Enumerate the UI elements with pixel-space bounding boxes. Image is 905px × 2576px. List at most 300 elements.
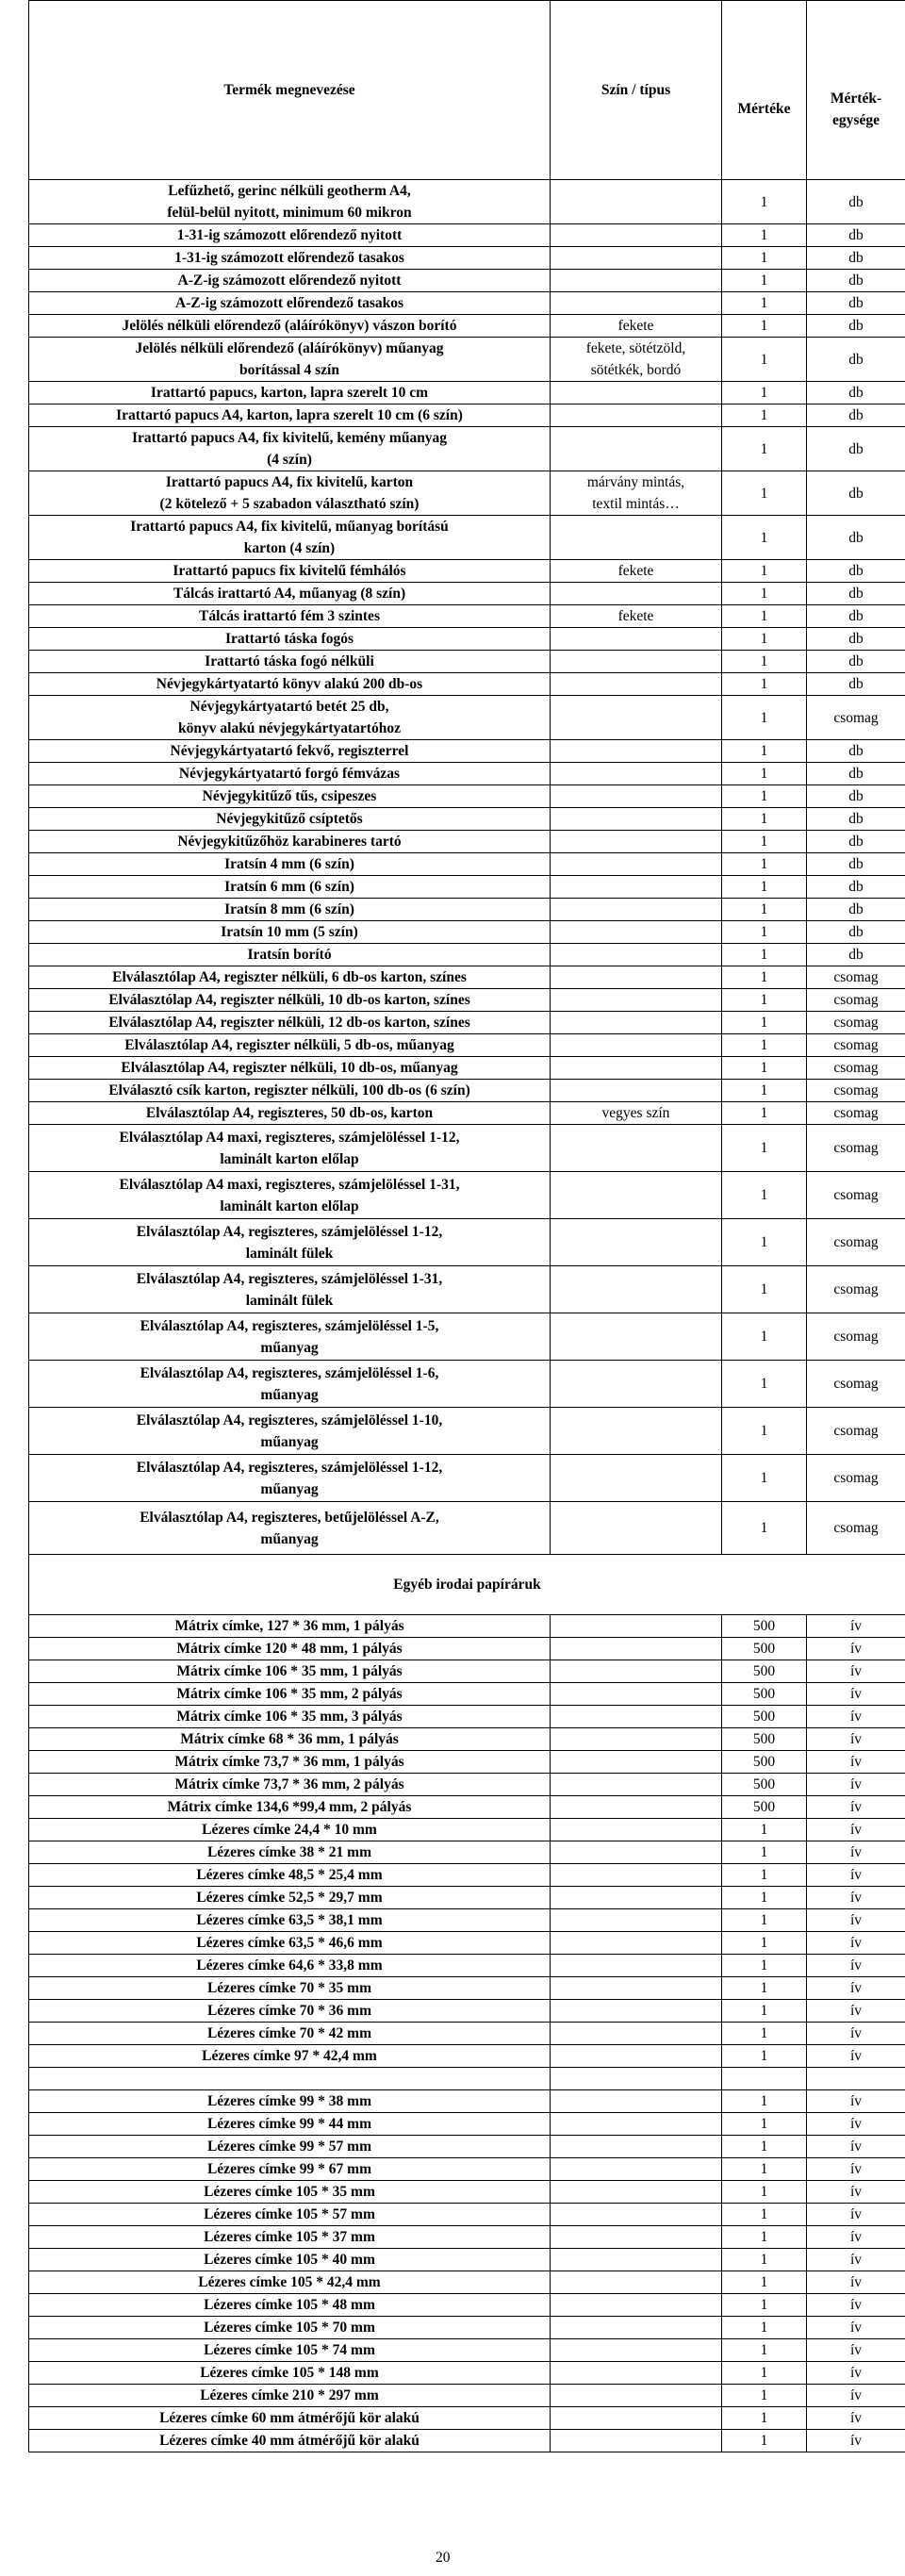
product-name-cell: Irattartó papucs fix kivitelű fémhálós [29,560,551,583]
unit-cell: csomag [807,1266,905,1313]
color-type-cell [551,2023,722,2045]
product-name-cell: Mátrix címke 73,7 * 36 mm, 1 pályás [29,1751,551,1774]
product-name-cell: Névjegykitűző tűs, csipeszes [29,785,551,808]
product-name-cell: Mátrix címke 106 * 35 mm, 1 pályás [29,1660,551,1683]
color-type-cell [551,1841,722,1864]
unit-cell: ív [807,1615,905,1638]
unit-cell: db [807,224,905,247]
color-type-cell: fekete, sötétzöld, sötétkék, bordó [551,338,722,382]
quantity-cell: 1 [722,899,807,921]
product-name-cell: Tálcás irattartó A4, műanyag (8 szín) [29,583,551,605]
color-type-cell [551,2158,722,2181]
unit-cell: db [807,876,905,899]
color-type-cell [551,2113,722,2136]
color-type-cell [551,2249,722,2271]
quantity-cell: 1 [722,405,807,427]
quantity-cell: 1 [722,2136,807,2158]
table-row [29,628,905,651]
unit-cell: csomag [807,696,905,740]
table-row [29,1172,905,1219]
product-table [28,0,905,2452]
table-row [29,247,905,270]
product-name-cell: Lézeres címke 38 * 21 mm [29,1841,551,1864]
product-name-cell: Irattartó táska fogó nélküli [29,651,551,673]
color-type-cell [551,1909,722,1932]
unit-cell: ív [807,2249,905,2271]
product-name-cell: Lézeres címke 70 * 36 mm [29,2000,551,2023]
product-name-cell: Elválasztólap A4, regiszter nélküli, 10 db-os, műanyag [29,1057,551,1080]
unit-cell: db [807,471,905,516]
product-name-cell: Elválasztó csík karton, regiszter nélküli, 100 db-os (6 szín) [29,1080,551,1102]
unit-cell: db [807,247,905,270]
table-row [29,1683,905,1706]
unit-cell: db [807,651,905,673]
section-title: Egyéb irodai papíráruk [29,1555,905,1615]
unit-cell: ív [807,2136,905,2158]
quantity-cell: 1 [722,2317,807,2339]
table-row [29,966,905,989]
product-name-cell: Lézeres címke 70 * 42 mm [29,2023,551,2045]
color-type-cell [551,1172,722,1219]
table-row [29,2181,905,2204]
table-row [29,1125,905,1172]
product-name-cell: Iratsín 6 mm (6 szín) [29,876,551,899]
product-name-cell: Névjegykártyatartó fekvő, regiszterrel [29,740,551,763]
unit-cell: db [807,382,905,405]
unit-cell: db [807,516,905,560]
header-unit: Mérték- egysége [807,1,905,180]
unit-cell: db [807,583,905,605]
quantity-cell: 1 [722,876,807,899]
color-type-cell [551,516,722,560]
quantity-cell: 1 [722,1455,807,1502]
unit-cell: csomag [807,1313,905,1361]
color-type-cell [551,1796,722,1819]
color-type-cell [551,1864,722,1887]
color-type-cell [551,1502,722,1555]
table-row [29,944,905,966]
color-type-cell [551,180,722,224]
product-name-cell: Névjegykártyatartó betét 25 db, könyv alakú névjegykártyatartóhoz [29,696,551,740]
table-row [29,180,905,224]
product-name-cell: Lézeres címke 105 * 70 mm [29,2317,551,2339]
unit-cell: ív [807,1819,905,1841]
table-row [29,1751,905,1774]
product-name-cell: 1-31-ig számozott előrendező tasakos [29,247,551,270]
table-row [29,763,905,785]
quantity-cell: 1 [722,1361,807,1408]
color-type-cell [551,2000,722,2023]
quantity-cell: 1 [722,1172,807,1219]
quantity-cell: 1 [722,1864,807,1887]
unit-cell: ív [807,2181,905,2204]
product-name-cell: Lézeres címke 105 * 148 mm [29,2362,551,2385]
unit-cell: db [807,270,905,292]
color-type-cell [551,270,722,292]
unit-cell: db [807,853,905,876]
quantity-cell: 1 [722,1125,807,1172]
color-type-cell [551,763,722,785]
table-row [29,1660,905,1683]
color-type-cell [551,1057,722,1080]
product-name-cell: Elválasztólap A4, regiszteres, 50 db-os, karton [29,1102,551,1125]
table-row [29,740,905,763]
unit-cell: db [807,180,905,224]
table-row [29,1638,905,1660]
table-row [29,1909,905,1932]
unit-cell: ív [807,1932,905,1955]
quantity-cell: 1 [722,1219,807,1266]
product-name-cell: Lézeres címke 99 * 57 mm [29,2136,551,2158]
unit-cell: csomag [807,966,905,989]
quantity-cell: 1 [722,2023,807,2045]
product-name-cell: Névjegykitűző csíptetős [29,808,551,831]
product-name-cell: Irattartó papucs A4, fix kivitelű, kemény műanyag (4 szín) [29,427,551,471]
product-name-cell: Lézeres címke 99 * 44 mm [29,2113,551,2136]
header-color: Szín / típus [551,1,722,180]
color-type-cell [551,2385,722,2407]
unit-cell: ív [807,1841,905,1864]
spacer-row [29,2068,905,2090]
product-name-cell: Lézeres címke 105 * 37 mm [29,2226,551,2249]
quantity-cell: 1 [722,1408,807,1455]
product-name-cell: Elválasztólap A4, regiszter nélküli, 6 db-os karton, színes [29,966,551,989]
table-row [29,560,905,583]
table-row [29,1219,905,1266]
color-type-cell [551,1615,722,1638]
product-name-cell: A-Z-ig számozott előrendező nyitott [29,270,551,292]
color-type-cell [551,1955,722,1977]
product-name-cell: Lézeres címke 63,5 * 38,1 mm [29,1909,551,1932]
color-type-cell [551,1683,722,1706]
product-name-cell: Lézeres címke 52,5 * 29,7 mm [29,1887,551,1909]
table-row [29,1796,905,1819]
table-row [29,1728,905,1751]
quantity-cell: 1 [722,944,807,966]
product-name-cell: Iratsín 4 mm (6 szín) [29,853,551,876]
table-row [29,2249,905,2271]
color-type-cell [551,1660,722,1683]
color-type-cell [551,2339,722,2362]
unit-cell: ív [807,1887,905,1909]
color-type-cell [551,1455,722,1502]
color-type-cell [551,2181,722,2204]
color-type-cell [551,831,722,853]
product-name-cell: Irattartó papucs A4, karton, lapra szerelt 10 cm (6 szín) [29,405,551,427]
unit-cell: csomag [807,1408,905,1455]
unit-cell: ív [807,2113,905,2136]
quantity-cell: 500 [722,1638,807,1660]
color-type-cell [551,989,722,1012]
unit-cell: db [807,338,905,382]
section-row [29,1555,905,1615]
quantity-cell: 1 [722,1012,807,1034]
product-name-cell: Lézeres címke 40 mm átmérőjű kör alakú [29,2430,551,2452]
color-type-cell [551,2430,722,2452]
color-type-cell [551,853,722,876]
product-name-cell: Elválasztólap A4, regiszteres, számjelöléssel 1-6, műanyag [29,1361,551,1408]
product-name-cell: Irattartó papucs A4, fix kivitelű, műanyag borítású karton (4 szín) [29,516,551,560]
unit-cell: db [807,315,905,338]
color-type-cell [551,1932,722,1955]
color-type-cell [551,1034,722,1057]
table-row [29,785,905,808]
quantity-cell: 1 [722,831,807,853]
color-type-cell [551,247,722,270]
product-name-cell: Mátrix címke 106 * 35 mm, 3 pályás [29,1706,551,1728]
table-row [29,382,905,405]
table-row [29,2407,905,2430]
table-row [29,2339,905,2362]
color-type-cell [551,1080,722,1102]
color-type-cell [551,740,722,763]
product-name-cell: Iratsín borító [29,944,551,966]
unit-cell: ív [807,1909,905,1932]
quantity-cell: 1 [722,1102,807,1125]
unit-cell: ív [807,1706,905,1728]
unit-cell: db [807,763,905,785]
unit-cell: db [807,831,905,853]
product-name-cell: Lézeres címke 70 * 35 mm [29,1977,551,2000]
product-name-cell: Irattartó táska fogós [29,628,551,651]
unit-cell: csomag [807,1125,905,1172]
table-row [29,405,905,427]
color-type-cell [551,899,722,921]
table-row [29,2090,905,2113]
empty-cell [722,2068,807,2090]
quantity-cell: 1 [722,1502,807,1555]
unit-cell: db [807,628,905,651]
quantity-cell: 1 [722,740,807,763]
unit-cell: db [807,785,905,808]
product-name-cell: Lézeres címke 105 * 74 mm [29,2339,551,2362]
table-row [29,2430,905,2452]
unit-cell: db [807,921,905,944]
product-name-cell: Mátrix címke, 127 * 36 mm, 1 pályás [29,1615,551,1638]
product-name-cell: Lézeres címke 105 * 40 mm [29,2249,551,2271]
product-name-cell: Elválasztólap A4, regiszter nélküli, 12 db-os karton, színes [29,1012,551,1034]
product-name-cell: Lézeres címke 99 * 67 mm [29,2158,551,2181]
quantity-cell: 1 [722,338,807,382]
quantity-cell: 1 [722,560,807,583]
unit-cell: ív [807,2317,905,2339]
product-name-cell: Tálcás irattartó fém 3 szintes [29,605,551,628]
table-row [29,1080,905,1102]
product-name-cell: Lézeres címke 99 * 38 mm [29,2090,551,2113]
table-row [29,696,905,740]
color-type-cell [551,651,722,673]
product-name-cell: Lézeres címke 97 * 42,4 mm [29,2045,551,2068]
product-name-cell: Lézeres címke 105 * 35 mm [29,2181,551,2204]
product-name-cell: Irattartó papucs A4, fix kivitelű, karton (2 kötelező + 5 szabadon választható szín) [29,471,551,516]
table-row [29,1955,905,1977]
table-row [29,2113,905,2136]
unit-cell: db [807,673,905,696]
quantity-cell: 1 [722,2385,807,2407]
product-name-cell: Elválasztólap A4, regiszter nélküli, 5 db-os, műanyag [29,1034,551,1057]
quantity-cell: 1 [722,180,807,224]
unit-cell: ív [807,2226,905,2249]
table-row [29,1455,905,1502]
table-row [29,1615,905,1638]
unit-cell: ív [807,1977,905,2000]
color-type-cell [551,1819,722,1841]
quantity-cell: 1 [722,785,807,808]
color-type-cell [551,2136,722,2158]
quantity-cell: 1 [722,921,807,944]
unit-cell: csomag [807,1034,905,1057]
empty-cell [807,2068,905,2090]
table-row [29,1361,905,1408]
product-name-cell: Névjegykitűzőhöz karabineres tartó [29,831,551,853]
table-row [29,1932,905,1955]
color-type-cell [551,2226,722,2249]
quantity-cell: 500 [722,1706,807,1728]
color-type-cell [551,2090,722,2113]
product-name-cell: Elválasztólap A4, regiszteres, számjelöléssel 1-31, laminált fülek [29,1266,551,1313]
unit-cell: ív [807,2407,905,2430]
table-row [29,583,905,605]
color-type-cell [551,921,722,944]
product-name-cell: Névjegykártyatartó forgó fémvázas [29,763,551,785]
product-name-cell: Lézeres címke 105 * 57 mm [29,2204,551,2226]
color-type-cell [551,1706,722,1728]
table-row [29,2158,905,2181]
product-name-cell: Lézeres címke 60 mm átmérőjű kör alakú [29,2407,551,2430]
color-type-cell [551,2204,722,2226]
product-name-cell: Mátrix címke 134,6 *99,4 mm, 2 pályás [29,1796,551,1819]
quantity-cell: 500 [722,1774,807,1796]
color-type-cell [551,1728,722,1751]
table-row [29,989,905,1012]
table-row [29,2271,905,2294]
table-row [29,1819,905,1841]
table-row [29,876,905,899]
table-row [29,1102,905,1125]
product-name-cell: Lézeres címke 63,5 * 46,6 mm [29,1932,551,1955]
color-type-cell [551,1125,722,1172]
color-type-cell [551,1774,722,1796]
table-row [29,2023,905,2045]
table-row [29,2362,905,2385]
quantity-cell: 1 [722,2158,807,2181]
header-product: Termék megnevezése [29,1,551,180]
unit-cell: ív [807,2158,905,2181]
quantity-cell: 1 [722,966,807,989]
unit-cell: ív [807,2339,905,2362]
table-row [29,516,905,560]
quantity-cell: 1 [722,2339,807,2362]
unit-cell: ív [807,2385,905,2407]
unit-cell: csomag [807,1219,905,1266]
quantity-cell: 1 [722,1909,807,1932]
product-name-cell: Jelölés nélküli előrendező (aláírókönyv) vászon borító [29,315,551,338]
unit-cell: ív [807,1796,905,1819]
unit-cell: csomag [807,1502,905,1555]
product-name-cell: Elválasztólap A4, regiszteres, számjelöléssel 1-10, műanyag [29,1408,551,1455]
table-row [29,899,905,921]
color-type-cell [551,628,722,651]
product-name-cell: Elválasztólap A4 maxi, regiszteres, számjelöléssel 1-12, laminált karton előlap [29,1125,551,1172]
color-type-cell [551,382,722,405]
quantity-cell: 1 [722,516,807,560]
unit-cell: csomag [807,1361,905,1408]
unit-cell: ív [807,2045,905,2068]
product-name-cell: Névjegykártyatartó könyv alakú 200 db-os [29,673,551,696]
table-row [29,2204,905,2226]
quantity-cell: 1 [722,1977,807,2000]
quantity-cell: 1 [722,2045,807,2068]
quantity-cell: 1 [722,583,807,605]
unit-cell: ív [807,1864,905,1887]
quantity-cell: 1 [722,270,807,292]
product-name-cell: Lézeres címke 105 * 42,4 mm [29,2271,551,2294]
quantity-cell: 1 [722,1819,807,1841]
header-row [29,1,905,180]
table-row [29,292,905,315]
color-type-cell [551,808,722,831]
quantity-cell: 1 [722,315,807,338]
table-row [29,853,905,876]
unit-cell: ív [807,2271,905,2294]
quantity-cell: 500 [722,1796,807,1819]
product-name-cell: Elválasztólap A4 maxi, regiszteres, számjelöléssel 1-31, laminált karton előlap [29,1172,551,1219]
product-name-cell: Lézeres címke 210 * 297 mm [29,2385,551,2407]
table-row [29,224,905,247]
table-row [29,1774,905,1796]
unit-cell: db [807,899,905,921]
table-row [29,1502,905,1555]
unit-cell: db [807,605,905,628]
table-row [29,2000,905,2023]
table-row [29,2317,905,2339]
color-type-cell: márvány mintás, textil mintás… [551,471,722,516]
unit-cell: ív [807,2023,905,2045]
table-row [29,1266,905,1313]
table-row [29,605,905,628]
product-name-cell: Lézeres címke 24,4 * 10 mm [29,1819,551,1841]
quantity-cell: 1 [722,2407,807,2430]
quantity-cell: 1 [722,651,807,673]
color-type-cell [551,1408,722,1455]
unit-cell: ív [807,2000,905,2023]
table-row [29,270,905,292]
color-type-cell [551,1219,722,1266]
quantity-cell: 500 [722,1660,807,1683]
unit-cell: csomag [807,1012,905,1034]
quantity-cell: 1 [722,247,807,270]
empty-cell [29,2068,551,2090]
quantity-cell: 1 [722,2000,807,2023]
quantity-cell: 1 [722,2271,807,2294]
quantity-cell: 1 [722,2362,807,2385]
color-type-cell [551,696,722,740]
unit-cell: ív [807,2430,905,2452]
unit-cell: ív [807,1660,905,1683]
table-row [29,2226,905,2249]
table-row [29,427,905,471]
product-name-cell: Mátrix címke 120 * 48 mm, 1 pályás [29,1638,551,1660]
color-type-cell [551,2294,722,2317]
table-row [29,808,905,831]
quantity-cell: 1 [722,2294,807,2317]
unit-cell: csomag [807,1172,905,1219]
unit-cell: ív [807,1774,905,1796]
table-row [29,921,905,944]
color-type-cell [551,1361,722,1408]
table-row [29,1977,905,2000]
quantity-cell: 1 [722,292,807,315]
